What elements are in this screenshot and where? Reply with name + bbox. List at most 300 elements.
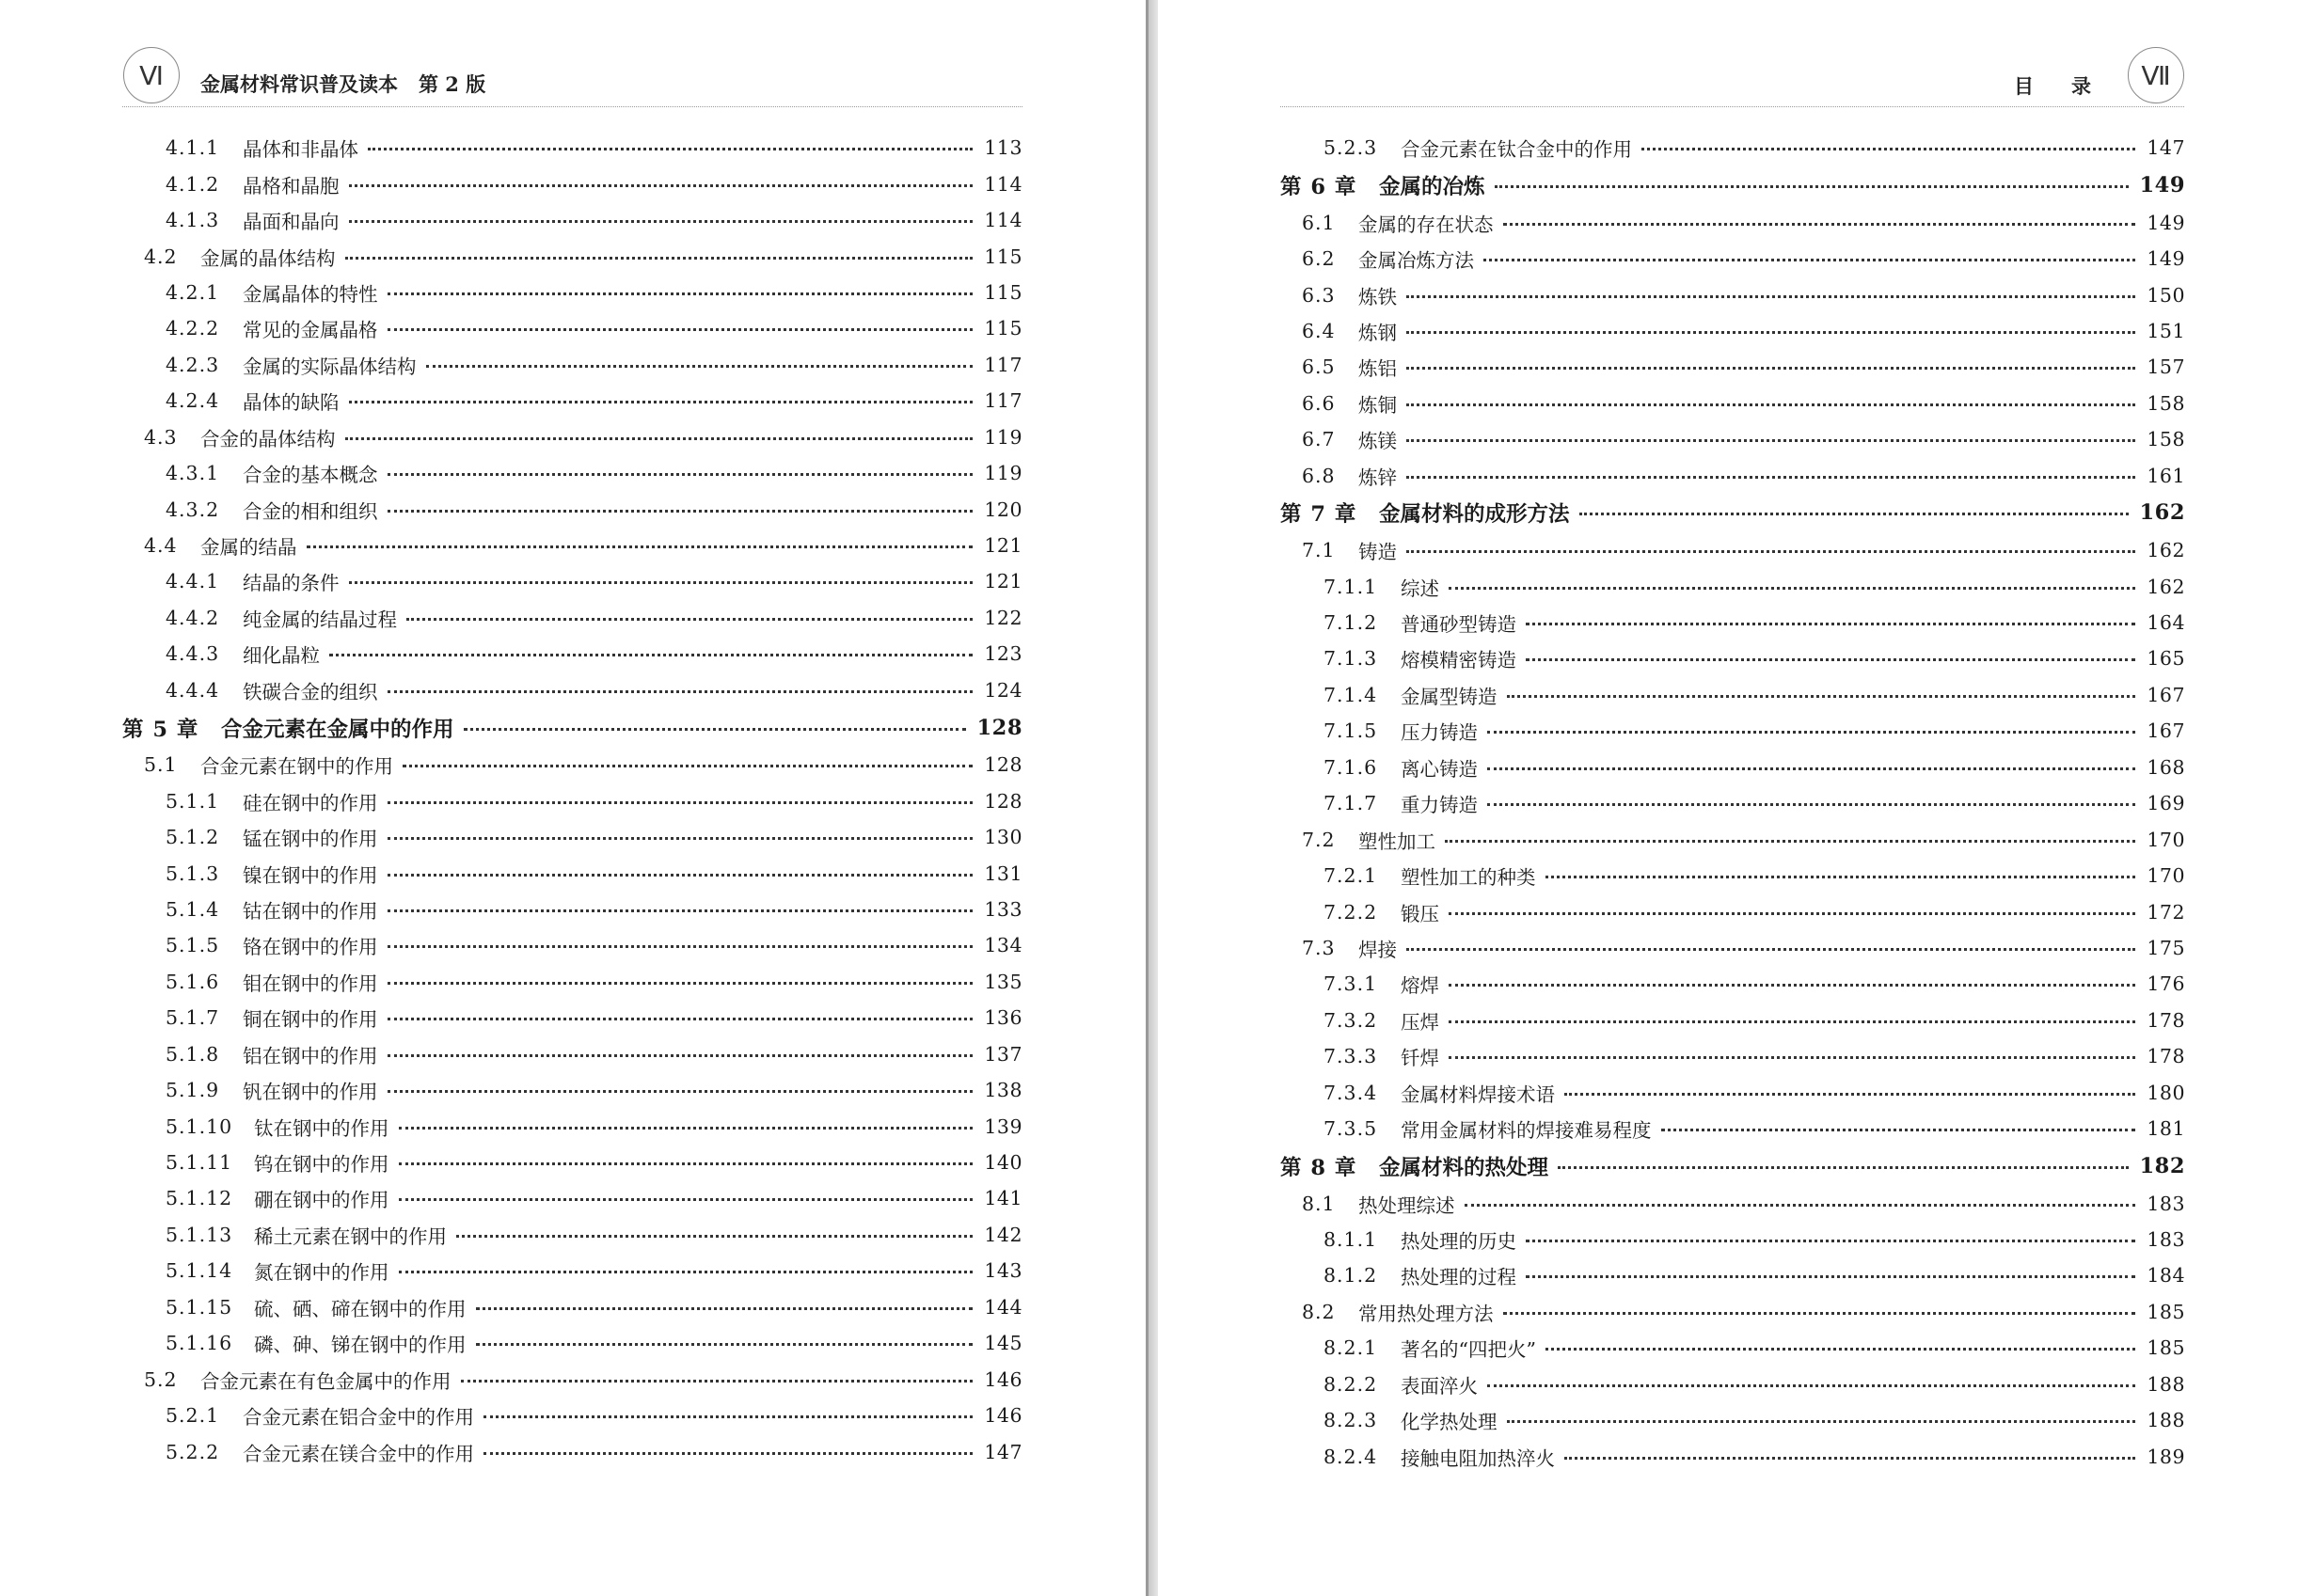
toc-entry-page: 142	[984, 1223, 1022, 1246]
toc-entry-number: 4.1.1	[166, 136, 220, 160]
dot-leader	[1503, 223, 2136, 226]
dot-leader	[388, 292, 974, 295]
toc-entry[interactable]	[1280, 1330, 2185, 1366]
dot-leader	[1406, 295, 2135, 298]
left-page	[0, 0, 1146, 1596]
toc-entry-title: 炼钢	[1358, 321, 1397, 344]
dot-leader	[1526, 1240, 2135, 1242]
toc-entry[interactable]	[122, 964, 1022, 1000]
toc-entry[interactable]	[1280, 1367, 2185, 1402]
dot-leader	[406, 618, 973, 621]
toc-entry-page: 183	[2147, 1192, 2185, 1215]
toc-entry[interactable]	[1280, 204, 2185, 240]
toc-entry-number: 7.3.3	[1323, 1045, 1378, 1068]
toc-entry-title: 合金的基本概念	[243, 464, 378, 487]
toc-entry-page: 178	[2147, 1008, 2185, 1032]
toc-entry[interactable]	[122, 528, 1022, 563]
toc-entry-title: 铜在钢中的作用	[243, 1008, 378, 1032]
toc-entry-number: 5.1	[144, 753, 178, 777]
toc-entry-number: 4.2.2	[166, 317, 220, 340]
dot-leader	[1406, 439, 2135, 442]
toc-entry-number: 5.2	[144, 1367, 178, 1391]
toc-entry-title: 熔模精密铸造	[1401, 649, 1516, 672]
toc-entry-title: 塑性加工的种类	[1401, 866, 1536, 890]
toc-entry-page: 167	[2147, 683, 2185, 706]
toc-entry[interactable]	[122, 1433, 1022, 1469]
toc-entry-number: 4.4.2	[166, 606, 220, 629]
toc-entry-page: 185	[2147, 1300, 2185, 1323]
toc-entry-number: 7.3.1	[1323, 972, 1378, 996]
dot-leader	[329, 654, 973, 656]
toc-entry-number: 第 8 章	[1280, 1155, 1357, 1180]
toc-entry[interactable]	[1280, 386, 2185, 421]
toc-entry-number: 8.1	[1302, 1192, 1336, 1215]
dot-leader	[1495, 185, 2129, 188]
toc-entry-page: 115	[984, 280, 1022, 304]
toc-entry-number: 5.1.8	[166, 1042, 220, 1066]
toc-entry-page: 138	[984, 1079, 1022, 1102]
toc-entry[interactable]	[1280, 858, 2185, 893]
toc-entry-number: 4.4	[144, 534, 178, 558]
toc-entry-number: 6.8	[1302, 464, 1336, 487]
toc-entry-number: 5.2.3	[1323, 136, 1378, 160]
dot-leader	[1507, 1420, 2136, 1423]
toc-entry-page: 189	[2147, 1445, 2185, 1468]
toc-entry[interactable]	[1280, 750, 2185, 785]
toc-entry[interactable]	[1280, 893, 2185, 929]
toc-entry-title: 晶体和非晶体	[243, 138, 358, 162]
dot-leader	[388, 1090, 974, 1093]
toc-entry-number: 7.2	[1302, 828, 1336, 851]
toc-entry-number: 5.1.10	[166, 1114, 233, 1138]
toc-entry[interactable]	[1280, 349, 2185, 385]
toc-entry[interactable]	[1280, 130, 2185, 166]
dot-leader	[1526, 1275, 2135, 1278]
toc-entry-number: 5.1.1	[166, 789, 220, 813]
toc-entry[interactable]	[122, 782, 1022, 818]
toc-entry[interactable]	[122, 1036, 1022, 1072]
dot-leader	[1465, 1204, 2136, 1207]
dot-leader	[1449, 912, 2135, 915]
toc-entry-page: 168	[2147, 755, 2185, 779]
toc-entry-title: 金属的存在状态	[1358, 213, 1494, 236]
toc-entry-page: 131	[984, 861, 1022, 885]
dot-leader	[1487, 803, 2135, 806]
toc-entry[interactable]	[1280, 1257, 2185, 1293]
toc-entry[interactable]	[1280, 1438, 2185, 1474]
dot-leader	[388, 1054, 974, 1057]
dot-leader	[388, 874, 974, 877]
toc-entry[interactable]	[122, 166, 1022, 201]
toc-entry-page: 182	[2139, 1153, 2185, 1178]
dot-leader	[426, 365, 974, 368]
toc-entry-number: 7.1.3	[1323, 647, 1378, 671]
toc-entry[interactable]	[122, 238, 1022, 274]
toc-entry[interactable]	[1280, 713, 2185, 749]
toc-entry-page: 178	[2147, 1045, 2185, 1068]
toc-entry-title: 表面淬火	[1401, 1374, 1478, 1398]
toc-entry-number: 7.1.1	[1323, 575, 1378, 598]
dot-leader	[1661, 1129, 2136, 1131]
dot-leader	[1641, 148, 2135, 150]
toc-chapter-entry[interactable]	[1280, 166, 2185, 204]
toc-entry[interactable]	[122, 1145, 1022, 1180]
dot-leader	[349, 220, 974, 223]
toc-entry-page: 113	[984, 136, 1022, 160]
toc-entry-number: 7.3.4	[1323, 1081, 1378, 1104]
dot-leader	[1503, 1312, 2136, 1315]
dot-leader	[1449, 1056, 2135, 1059]
dot-leader	[388, 945, 974, 948]
dot-leader	[1483, 259, 2135, 261]
edition-label: 第 2 版	[419, 72, 486, 96]
toc-entry-page: 170	[2147, 828, 2185, 851]
toc-entry-page: 144	[984, 1295, 1022, 1319]
dot-leader	[1449, 1020, 2135, 1023]
toc-entry-title: 离心铸造	[1401, 757, 1478, 781]
toc-entry-page: 139	[984, 1114, 1022, 1138]
toc-entry-page: 115	[984, 317, 1022, 340]
toc-entry-number: 7.1.2	[1323, 611, 1378, 635]
toc-entry[interactable]	[1280, 1294, 2185, 1330]
toc-entry[interactable]	[122, 130, 1022, 166]
toc-entry-page: 128	[984, 789, 1022, 813]
toc-entry[interactable]	[122, 455, 1022, 491]
toc-entry-page: 147	[2147, 136, 2185, 160]
toc-entry-title: 硅在钢中的作用	[243, 791, 378, 814]
toc-entry[interactable]	[1280, 785, 2185, 821]
toc-entry-title: 热处理综述	[1358, 1193, 1455, 1217]
toc-entry[interactable]	[122, 1217, 1022, 1253]
toc-entry-title: 铁碳合金的组织	[243, 680, 378, 703]
toc-chapter-entry[interactable]	[1280, 494, 2185, 532]
dot-leader	[1406, 403, 2135, 406]
toc-entry[interactable]	[122, 747, 1022, 782]
toc-entry-number: 7.3.2	[1323, 1008, 1378, 1032]
toc-entry[interactable]	[1280, 1185, 2185, 1221]
toc-entry-title: 钼在钢中的作用	[243, 972, 378, 995]
dot-leader	[399, 1271, 974, 1273]
toc-entry-page: 128	[984, 753, 1022, 777]
toc-entry-title: 合金的晶体结构	[200, 427, 336, 450]
book-title-header	[200, 70, 485, 98]
toc-entry-title: 晶体的缺陷	[243, 391, 340, 415]
toc-entry[interactable]	[1280, 677, 2185, 713]
dot-leader	[399, 1198, 974, 1201]
toc-entry-number: 8.2.4	[1323, 1445, 1378, 1468]
toc-entry[interactable]	[122, 927, 1022, 963]
toc-entry-page: 124	[984, 678, 1022, 702]
toc-entry-number: 4.1.3	[166, 209, 220, 232]
toc-entry-number: 6.7	[1302, 428, 1336, 451]
toc-entry[interactable]	[1280, 821, 2185, 857]
toc-entry-title: 晶面和晶向	[243, 211, 340, 234]
toc-entry[interactable]	[122, 1108, 1022, 1144]
toc-entry-title: 钛在钢中的作用	[254, 1116, 389, 1140]
toc-entry[interactable]	[122, 1253, 1022, 1288]
toc-entry-title: 金属的冶炼	[1379, 174, 1485, 199]
toc-entry-page: 149	[2147, 247, 2185, 271]
page-number-badge: Ⅵ	[123, 47, 180, 103]
toc-entry[interactable]	[1280, 640, 2185, 676]
toc-entry[interactable]	[1280, 532, 2185, 568]
toc-entry-number: 第 7 章	[1280, 502, 1357, 528]
toc-entry[interactable]	[1280, 1111, 2185, 1146]
toc-entry-page: 117	[984, 389, 1022, 413]
toc-entry-title: 金属材料焊接术语	[1401, 1082, 1555, 1106]
toc-entry-page: 151	[2147, 319, 2185, 342]
toc-entry-page: 145	[984, 1332, 1022, 1355]
book-spine-divider	[1146, 0, 1158, 1596]
toc-entry-title: 金属的结晶	[200, 536, 297, 560]
page-number-badge: Ⅶ	[2128, 47, 2184, 103]
toc-entry-number: 6.3	[1302, 283, 1336, 307]
book-title: 金属材料常识普及读本	[200, 72, 398, 96]
toc-entry-number: 第 6 章	[1280, 174, 1357, 199]
right-page	[1158, 0, 2298, 1596]
toc-entry-number: 8.2.2	[1323, 1372, 1378, 1396]
toc-entry-number: 第 5 章	[122, 717, 199, 742]
toc-entry-title: 合金元素在钢中的作用	[200, 755, 393, 779]
toc-entry[interactable]	[1280, 421, 2185, 457]
toc-entry-number: 4.2.3	[166, 353, 220, 376]
toc-entry-page: 147	[984, 1440, 1022, 1463]
dot-leader	[1564, 1457, 2135, 1460]
toc-entry[interactable]	[122, 1361, 1022, 1397]
toc-entry-number: 5.1.7	[166, 1006, 220, 1030]
toc-entry-number: 5.2.2	[166, 1440, 220, 1463]
toc-entry-title: 炼锌	[1358, 466, 1397, 489]
toc-entry[interactable]	[122, 819, 1022, 855]
toc-entry-page: 136	[984, 1006, 1022, 1030]
toc-entry-page: 181	[2147, 1117, 2185, 1141]
toc-entry-number: 6.2	[1302, 247, 1336, 271]
toc-entry-page: 122	[984, 606, 1022, 629]
toc-entry-number: 4.2.4	[166, 389, 220, 413]
toc-entry[interactable]	[122, 1072, 1022, 1108]
dot-leader	[1507, 695, 2136, 698]
toc-entry-page: 117	[984, 353, 1022, 376]
toc-chapter-entry[interactable]	[1280, 1146, 2185, 1185]
toc-entry-title: 金属型铸造	[1401, 685, 1498, 708]
toc-entry[interactable]	[122, 310, 1022, 346]
toc-entry-number: 7.1.6	[1323, 755, 1378, 779]
toc-entry[interactable]	[122, 672, 1022, 708]
toc-entry-title: 金属晶体的特性	[243, 282, 378, 306]
toc-entry-page: 157	[2147, 356, 2185, 379]
toc-entry-page: 183	[2147, 1228, 2185, 1252]
toc-entry[interactable]	[122, 491, 1022, 527]
toc-entry-page: 180	[2147, 1081, 2185, 1104]
dot-leader	[307, 545, 974, 548]
toc-list-left	[122, 130, 1022, 1470]
toc-entry-page: 175	[2147, 936, 2185, 959]
dot-leader	[1558, 1166, 2129, 1169]
toc-entry-number: 8.2.1	[1323, 1336, 1378, 1360]
toc-entry[interactable]	[122, 563, 1022, 599]
section-title: 目录	[2014, 74, 2129, 98]
toc-entry-page: 161	[2147, 464, 2185, 487]
toc-entry-page: 121	[984, 534, 1022, 558]
toc-entry[interactable]	[122, 855, 1022, 891]
toc-entry-page: 188	[2147, 1372, 2185, 1396]
toc-entry[interactable]	[1280, 1222, 2185, 1257]
dot-leader	[1487, 767, 2135, 770]
dot-leader	[368, 148, 973, 150]
toc-entry-number: 5.1.2	[166, 826, 220, 849]
toc-entry-number: 6.5	[1302, 356, 1336, 379]
toc-entry[interactable]	[1280, 1402, 2185, 1438]
toc-entry-title: 热处理的历史	[1401, 1230, 1516, 1254]
toc-entry-page: 149	[2139, 172, 2185, 198]
toc-entry-title: 金属材料的热处理	[1379, 1155, 1549, 1180]
toc-entry[interactable]	[122, 202, 1022, 238]
toc-entry-page: 119	[984, 462, 1022, 485]
toc-entry-page: 146	[984, 1367, 1022, 1391]
dot-leader	[1526, 623, 2135, 625]
toc-entry-number: 5.1.14	[166, 1259, 233, 1283]
dot-leader	[476, 1343, 974, 1346]
toc-entry-number: 5.1.11	[166, 1151, 233, 1175]
toc-entry-page: 121	[984, 570, 1022, 593]
header-divider	[1280, 106, 2184, 107]
dot-leader	[476, 1307, 974, 1310]
toc-entry-title: 塑性加工	[1358, 830, 1435, 853]
toc-entry[interactable]	[1280, 458, 2185, 494]
toc-entry-page: 115	[984, 245, 1022, 268]
toc-entry[interactable]	[1280, 605, 2185, 640]
dot-leader	[483, 1415, 973, 1418]
toc-entry-number: 7.2.1	[1323, 864, 1378, 888]
dot-leader	[1449, 587, 2135, 590]
toc-entry-number: 4.1.2	[166, 172, 220, 196]
toc-entry-page: 188	[2147, 1409, 2185, 1432]
toc-entry-title: 硼在钢中的作用	[254, 1189, 389, 1212]
toc-entry-title: 综述	[1401, 577, 1439, 600]
dot-leader	[399, 1127, 974, 1130]
toc-entry-number: 5.1.6	[166, 970, 220, 993]
dot-leader	[388, 690, 974, 693]
toc-entry[interactable]	[122, 347, 1022, 383]
toc-entry[interactable]	[122, 1289, 1022, 1325]
toc-entry[interactable]	[1280, 241, 2185, 277]
toc-entry-number: 7.1.7	[1323, 792, 1378, 815]
toc-entry[interactable]	[1280, 930, 2185, 966]
toc-entry-page: 149	[2147, 211, 2185, 234]
toc-entry-title: 合金元素在有色金属中的作用	[200, 1369, 452, 1393]
toc-entry-title: 普通砂型铸造	[1401, 613, 1516, 637]
dot-leader	[1487, 1384, 2135, 1387]
toc-entry-number: 7.2.2	[1323, 900, 1378, 924]
toc-entry-number: 5.1.15	[166, 1295, 233, 1319]
toc-entry-title: 钴在钢中的作用	[243, 899, 378, 923]
dot-leader	[388, 909, 974, 912]
toc-entry-page: 120	[984, 498, 1022, 521]
dot-leader	[1406, 367, 2135, 370]
toc-entry-page: 135	[984, 970, 1022, 993]
toc-entry-title: 磷、砷、锑在钢中的作用	[254, 1334, 467, 1357]
toc-entry-page: 184	[2147, 1264, 2185, 1288]
toc-entry[interactable]	[1280, 568, 2185, 604]
toc-entry-title: 金属的晶体结构	[200, 246, 336, 270]
toc-entry-title: 金属的实际晶体结构	[243, 355, 417, 378]
dot-leader	[399, 1162, 974, 1165]
toc-entry-page: 114	[984, 209, 1022, 232]
toc-entry-title: 锻压	[1401, 902, 1439, 925]
toc-entry-number: 5.1.12	[166, 1187, 233, 1210]
toc-entry-title: 钒在钢中的作用	[243, 1081, 378, 1104]
toc-entry[interactable]	[122, 1325, 1022, 1361]
dot-leader	[1449, 984, 2135, 987]
toc-entry-number: 7.1.4	[1323, 683, 1378, 706]
dot-leader	[1526, 658, 2135, 661]
toc-entry-title: 热处理的过程	[1401, 1266, 1516, 1289]
toc-entry[interactable]	[122, 275, 1022, 310]
toc-entry-page: 165	[2147, 647, 2185, 671]
toc-entry-page: 162	[2139, 500, 2185, 526]
toc-entry-title: 焊接	[1358, 938, 1397, 961]
toc-entry[interactable]	[122, 1180, 1022, 1216]
toc-entry-number: 5.1.5	[166, 934, 220, 957]
toc-entry[interactable]	[122, 600, 1022, 636]
toc-entry-number: 6.1	[1302, 211, 1336, 234]
toc-entry-title: 硫、硒、碲在钢中的作用	[254, 1297, 467, 1320]
toc-entry[interactable]	[122, 1000, 1022, 1035]
dot-leader	[1545, 876, 2136, 878]
toc-entry-number: 6.4	[1302, 319, 1336, 342]
toc-entry-number: 4.3.2	[166, 498, 220, 521]
toc-entry-title: 合金元素在钛合金中的作用	[1401, 138, 1632, 162]
toc-entry-page: 169	[2147, 792, 2185, 815]
toc-entry[interactable]	[122, 636, 1022, 672]
toc-entry-title: 结晶的条件	[243, 572, 340, 595]
dot-leader	[345, 257, 974, 260]
toc-entry-number: 5.1.4	[166, 897, 220, 921]
toc-entry[interactable]	[122, 892, 1022, 927]
toc-entry-page: 141	[984, 1187, 1022, 1210]
toc-entry-page: 140	[984, 1151, 1022, 1175]
toc-chapter-entry[interactable]	[122, 708, 1022, 747]
toc-entry-page: 137	[984, 1042, 1022, 1066]
toc-entry-number: 4.3.1	[166, 462, 220, 485]
toc-entry[interactable]	[122, 383, 1022, 419]
toc-entry-page: 158	[2147, 428, 2185, 451]
toc-entry-page: 162	[2147, 575, 2185, 598]
toc-entry[interactable]	[122, 1398, 1022, 1433]
dot-leader	[1579, 513, 2129, 515]
dot-leader	[464, 728, 966, 731]
toc-entry-page: 119	[984, 425, 1022, 449]
toc-entry-title: 炼铝	[1358, 357, 1397, 381]
toc-entry[interactable]	[1280, 277, 2185, 312]
toc-entry[interactable]	[122, 419, 1022, 455]
toc-entry[interactable]	[1280, 313, 2185, 349]
toc-entry-number: 8.2.3	[1323, 1409, 1378, 1432]
dot-leader	[388, 801, 974, 804]
dot-leader	[1487, 731, 2135, 734]
dot-leader	[1406, 550, 2135, 553]
toc-entry[interactable]	[1280, 1075, 2185, 1111]
toc-entry-page: 143	[984, 1259, 1022, 1283]
toc-entry-title: 熔焊	[1401, 974, 1439, 998]
toc-entry[interactable]	[1280, 1003, 2185, 1038]
toc-entry-title: 常用金属材料的焊接难易程度	[1401, 1119, 1652, 1143]
dot-leader	[1406, 476, 2135, 479]
toc-entry[interactable]	[1280, 1038, 2185, 1074]
toc-entry-page: 128	[976, 715, 1022, 740]
toc-entry-title: 金属冶炼方法	[1358, 249, 1474, 273]
toc-entry[interactable]	[1280, 966, 2185, 1002]
